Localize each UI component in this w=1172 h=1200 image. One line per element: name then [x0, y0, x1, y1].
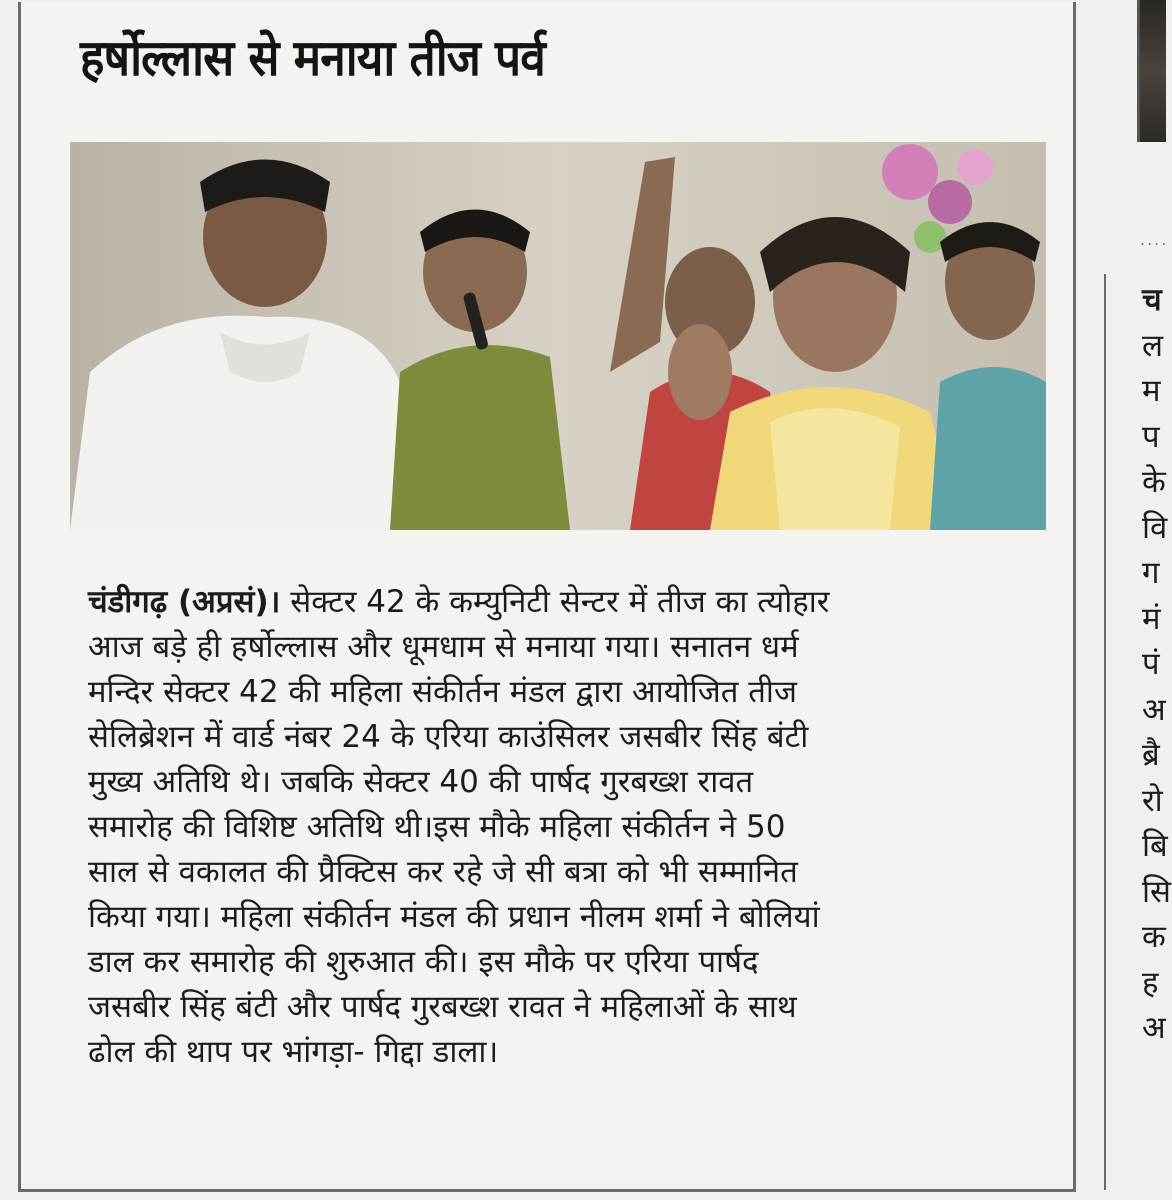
adjacent-char: ह [1142, 964, 1159, 1001]
adjacent-char: सि [1142, 873, 1171, 910]
body-line: मुख्य अतिथि थे। जबकि सेक्टर 40 की पार्षद गुरबख्श रावत [88, 764, 754, 800]
body-line: साल से वकालत की प्रैक्टिस कर रहे जे सी बत्रा को भी सम्मानित [88, 854, 798, 890]
article-body [88, 580, 1018, 1075]
body-line: समारोह की विशिष्ट अतिथि थी।इस मौके महिला संकीर्तन ने 50 [88, 809, 786, 845]
column-rule [1104, 274, 1106, 1190]
dateline: चंडीगढ़ (अप्रसं)। [88, 584, 281, 620]
body-line: सेलिब्रेशन में वार्ड नंबर 24 के एरिया काउंसिलर जसबीर सिंह बंटी [88, 719, 809, 755]
adjacent-char: वि [1142, 509, 1168, 546]
adjacent-char: क [1142, 919, 1166, 955]
adjacent-char: च [1142, 282, 1162, 318]
headline: हर्षोल्लास से मनाया तीज पर्व [80, 29, 545, 87]
adjacent-char: अ [1142, 691, 1166, 728]
adjacent-photo-edge [1137, 0, 1166, 142]
adjacent-dots: .... [1140, 230, 1169, 249]
photo-of-tij-celebration-icon [70, 142, 1046, 530]
adjacent-char: पं [1142, 646, 1160, 682]
body-line: डाल कर समारोह की शुरुआत की। इस मौके पर एरिया पार्षद [88, 944, 759, 980]
adjacent-column-text [1142, 278, 1172, 1052]
article-photo [70, 142, 1046, 530]
body-line: आज बड़े ही हर्षोल्लास और धूमधाम से मनाया गया। सनातन धर्म [88, 629, 799, 665]
adjacent-char: रो [1142, 782, 1163, 819]
body-line: जसबीर सिंह बंटी और पार्षद गुरबख्श रावत ने महिलाओं के साथ [88, 989, 797, 1025]
body-line-text: सेक्टर 42 के कम्युनिटी सेन्टर में तीज का त्योहार [290, 584, 830, 620]
adjacent-char: प [1142, 418, 1160, 455]
adjacent-char: ल [1142, 327, 1164, 364]
adjacent-char: के [1142, 464, 1166, 500]
adjacent-char: बि [1142, 828, 1168, 864]
adjacent-char: म [1142, 373, 1161, 409]
body-line [88, 580, 1018, 625]
body-line: मन्दिर सेक्टर 42 की महिला संकीर्तन मंडल द्वारा आयोजित तीज [88, 674, 797, 710]
body-line: ढोल की थाप पर भांगड़ा- गिद्दा डाला। [88, 1034, 499, 1070]
adjacent-char: ग [1142, 555, 1160, 591]
adjacent-char: ब्रै [1142, 737, 1160, 773]
adjacent-char: अ [1142, 1010, 1166, 1046]
adjacent-char: मं [1142, 600, 1161, 637]
body-line: किया गया। महिला संकीर्तन मंडल की प्रधान नीलम शर्मा ने बोलियां [88, 899, 820, 935]
